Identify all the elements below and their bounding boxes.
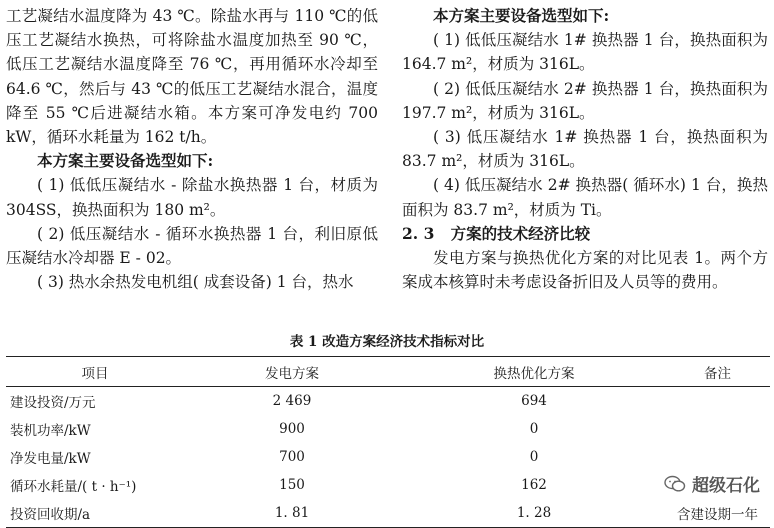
- table-caption: 表 1 改造方案经济技术指标对比: [289, 334, 485, 350]
- right-item-2: ( 2) 低低压凝结水 2# 换热器 1 台，换热面积为 197.7 m²，材质为 316L。: [402, 79, 768, 122]
- left-item-1: ( 1) 低低压凝结水 - 除盐水换热器 1 台，材质为 304SS，换热面积为 180 m²。: [6, 176, 378, 219]
- right-column: [402, 4, 768, 294]
- header-optimization-plan: 换热优化方案: [403, 357, 665, 387]
- left-paragraph-1: 工艺凝结水温度降为 43 ℃。除盐水再与 110 ℃的低压工艺凝结水换热，可将除盐水温度加热至 90 ℃，低压工艺凝结水温度降至 76 ℃，再用循环水冷却至 64.6 ℃，然后与 43 ℃的低压工艺凝结水混合，温度降至 55 ℃后进凝结水箱。本方案可净发电约 700 kW，循环水耗量为 162 t/h。: [6, 7, 378, 147]
- cell-item: 循环水耗量/( t · h⁻¹): [10, 479, 137, 495]
- section-heading: [402, 222, 768, 246]
- cell-item: 建设投资/万元: [10, 395, 96, 411]
- cell-optimization: 162: [521, 477, 547, 493]
- watermark: [662, 471, 762, 496]
- table-row: [6, 387, 770, 416]
- cell-generation: 2 469: [272, 393, 312, 409]
- table-row: [6, 499, 770, 528]
- cell-generation: 1. 81: [181, 499, 403, 528]
- watermark-text: 超级石化: [692, 476, 760, 496]
- left-paragraph-2: 本方案主要设备选型如下:: [37, 151, 214, 171]
- table-header-row: [6, 357, 770, 387]
- wechat-icon: [664, 475, 686, 493]
- left-item-3: ( 3) 热水余热发电机组( 成套设备) 1 台，热水: [37, 273, 354, 292]
- cell-item: 投资回收期/a: [6, 499, 181, 528]
- right-paragraph-1: 本方案主要设备选型如下:: [433, 6, 610, 25]
- header-remarks: 备注: [665, 357, 770, 387]
- table-row: [6, 415, 770, 443]
- right-item-3: ( 3) 低压凝结水 1# 换热器 1 台，换热面积为 83.7 m²，材质为 316L。: [402, 128, 768, 171]
- comparison-table: [6, 356, 770, 528]
- cell-remarks: [665, 443, 770, 471]
- header-generation-plan: 发电方案: [181, 357, 403, 387]
- cell-item: 净发电量/kW: [10, 451, 91, 467]
- left-item-2: ( 2) 低压凝结水 - 循环水换热器 1 台，利旧原低压凝结水冷却器 E - 02。: [6, 224, 378, 268]
- cell-generation: 700: [279, 449, 305, 465]
- header-item: 项目: [6, 357, 181, 387]
- cell-generation: 150: [279, 477, 305, 493]
- right-item-1: ( 1) 低低压凝结水 1# 换热器 1 台，换热面积为 164.7 m²，材质为 316L。: [402, 31, 768, 74]
- cell-optimization: 0: [529, 449, 539, 465]
- table-row: [6, 443, 770, 471]
- cell-item: 装机功率/kW: [10, 423, 91, 439]
- cell-generation: 900: [279, 421, 305, 437]
- cell-remarks: [665, 387, 770, 416]
- right-paragraph-2: 发电方案与换热优化方案的对比见表 1。两个方案成本核算时未考虑设备折旧及人员等的费用。: [402, 249, 768, 292]
- right-item-4: ( 4) 低压凝结水 2# 换热器( 循环水) 1 台，换热面积为 83.7 m²，材质为 Ti。: [402, 176, 768, 219]
- section-title: 方案的技术经济比较: [450, 223, 591, 243]
- table-row: [6, 471, 770, 499]
- cell-remarks: 含建设期一年: [665, 499, 770, 528]
- cell-optimization: 0: [529, 421, 539, 437]
- cell-optimization: 694: [521, 393, 547, 409]
- section-number: 2. 3: [402, 223, 435, 243]
- cell-optimization: 1. 28: [403, 499, 665, 528]
- cell-remarks: [665, 415, 770, 443]
- left-column: [6, 4, 378, 294]
